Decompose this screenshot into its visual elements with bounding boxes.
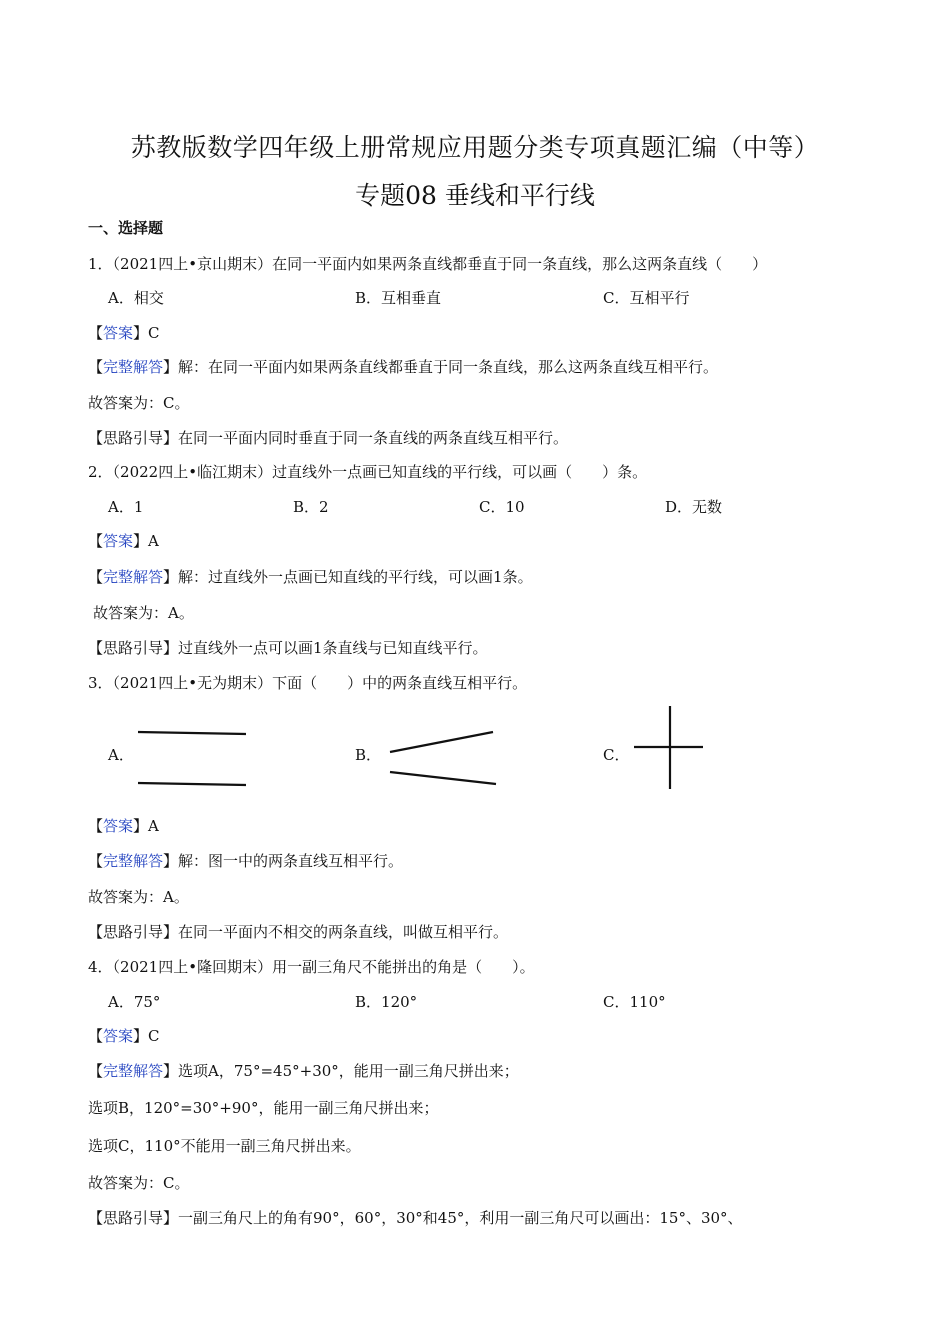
question-1-stem: 1．（2021四上•京山期末）在同一平面内如果两条直线都垂直于同一条直线，那么这两条直线（ ）	[88, 255, 768, 273]
question-4-solution-line-2: 选项B，120°=30°+90°，能用一副三角尺拼出来；	[88, 1099, 439, 1117]
question-2-solution: 【完整解答】解：过直线外一点画已知直线的平行线，可以画1条。	[88, 568, 533, 586]
question-3-option-c: C．	[603, 746, 630, 764]
question-4-solution-line-3: 选项C，110°不能用一副三角尺拼出来。	[88, 1137, 361, 1155]
figure-c-intersecting-lines	[628, 700, 708, 794]
question-1-option-b: B．互相垂直	[355, 289, 442, 307]
question-3-conclusion: 故答案为：A。	[88, 888, 189, 906]
page-subtitle: 专题08 垂线和平行线	[355, 181, 595, 210]
question-1-conclusion: 故答案为：C。	[88, 394, 190, 412]
figure-a-parallel-lines	[130, 722, 255, 794]
question-2-option-a: A．1	[108, 498, 144, 516]
question-4-option-b: B．120°	[355, 993, 418, 1011]
question-1-option-a: A．相交	[108, 289, 164, 307]
figure-b-converging-lines	[380, 722, 505, 794]
question-2-option-b: B．2	[293, 498, 329, 516]
question-3-hint: 【思路引导】在同一平面内不相交的两条直线，叫做互相平行。	[88, 923, 509, 941]
question-1-option-c: C．互相平行	[603, 289, 690, 307]
question-3-solution: 【完整解答】解：图一中的两条直线互相平行。	[88, 852, 404, 870]
question-2-option-c: C．10	[479, 498, 525, 516]
question-4-stem: 4．（2021四上•隆回期末）用一副三角尺不能拼出的角是（ ）。	[88, 958, 535, 976]
question-3-answer: 【答案】A	[88, 817, 159, 835]
question-4-solution-line-1: 【完整解答】选项A，75°=45°+30°，能用一副三角尺拼出来；	[88, 1062, 519, 1080]
page-title: 苏教版数学四年级上册常规应用题分类专项真题汇编（中等）	[130, 133, 820, 162]
question-4-conclusion: 故答案为：C。	[88, 1174, 190, 1192]
question-2-hint: 【思路引导】过直线外一点可以画1条直线与已知直线平行。	[88, 639, 488, 657]
question-1-answer: 【答案】C	[88, 324, 160, 342]
question-4-option-c: C．110°	[603, 993, 666, 1011]
question-4-option-a: A．75°	[108, 993, 161, 1011]
section-heading: 一、选择题	[88, 219, 164, 237]
question-1-solution: 【完整解答】解：在同一平面内如果两条直线都垂直于同一条直线，那么这两条直线互相平行。	[88, 358, 719, 376]
question-3-option-a: A．	[108, 746, 134, 764]
question-1-hint: 【思路引导】在同一平面内同时垂直于同一条直线的两条直线互相平行。	[88, 429, 569, 447]
question-2-option-d: D．无数	[665, 498, 723, 516]
question-2-stem: 2．（2022四上•临江期末）过直线外一点画已知直线的平行线，可以画（ ）条。	[88, 463, 648, 481]
question-2-answer: 【答案】A	[88, 532, 159, 550]
question-4-hint: 【思路引导】一副三角尺上的角有90°，60°，30°和45°，利用一副三角尺可以画出：15°、30°、	[88, 1209, 743, 1227]
question-3-stem: 3．（2021四上•无为期末）下面（ ）中的两条直线互相平行。	[88, 674, 528, 692]
question-4-answer: 【答案】C	[88, 1027, 160, 1045]
question-2-conclusion: 故答案为：A。	[93, 604, 194, 622]
question-3-option-b: B．	[355, 746, 382, 764]
